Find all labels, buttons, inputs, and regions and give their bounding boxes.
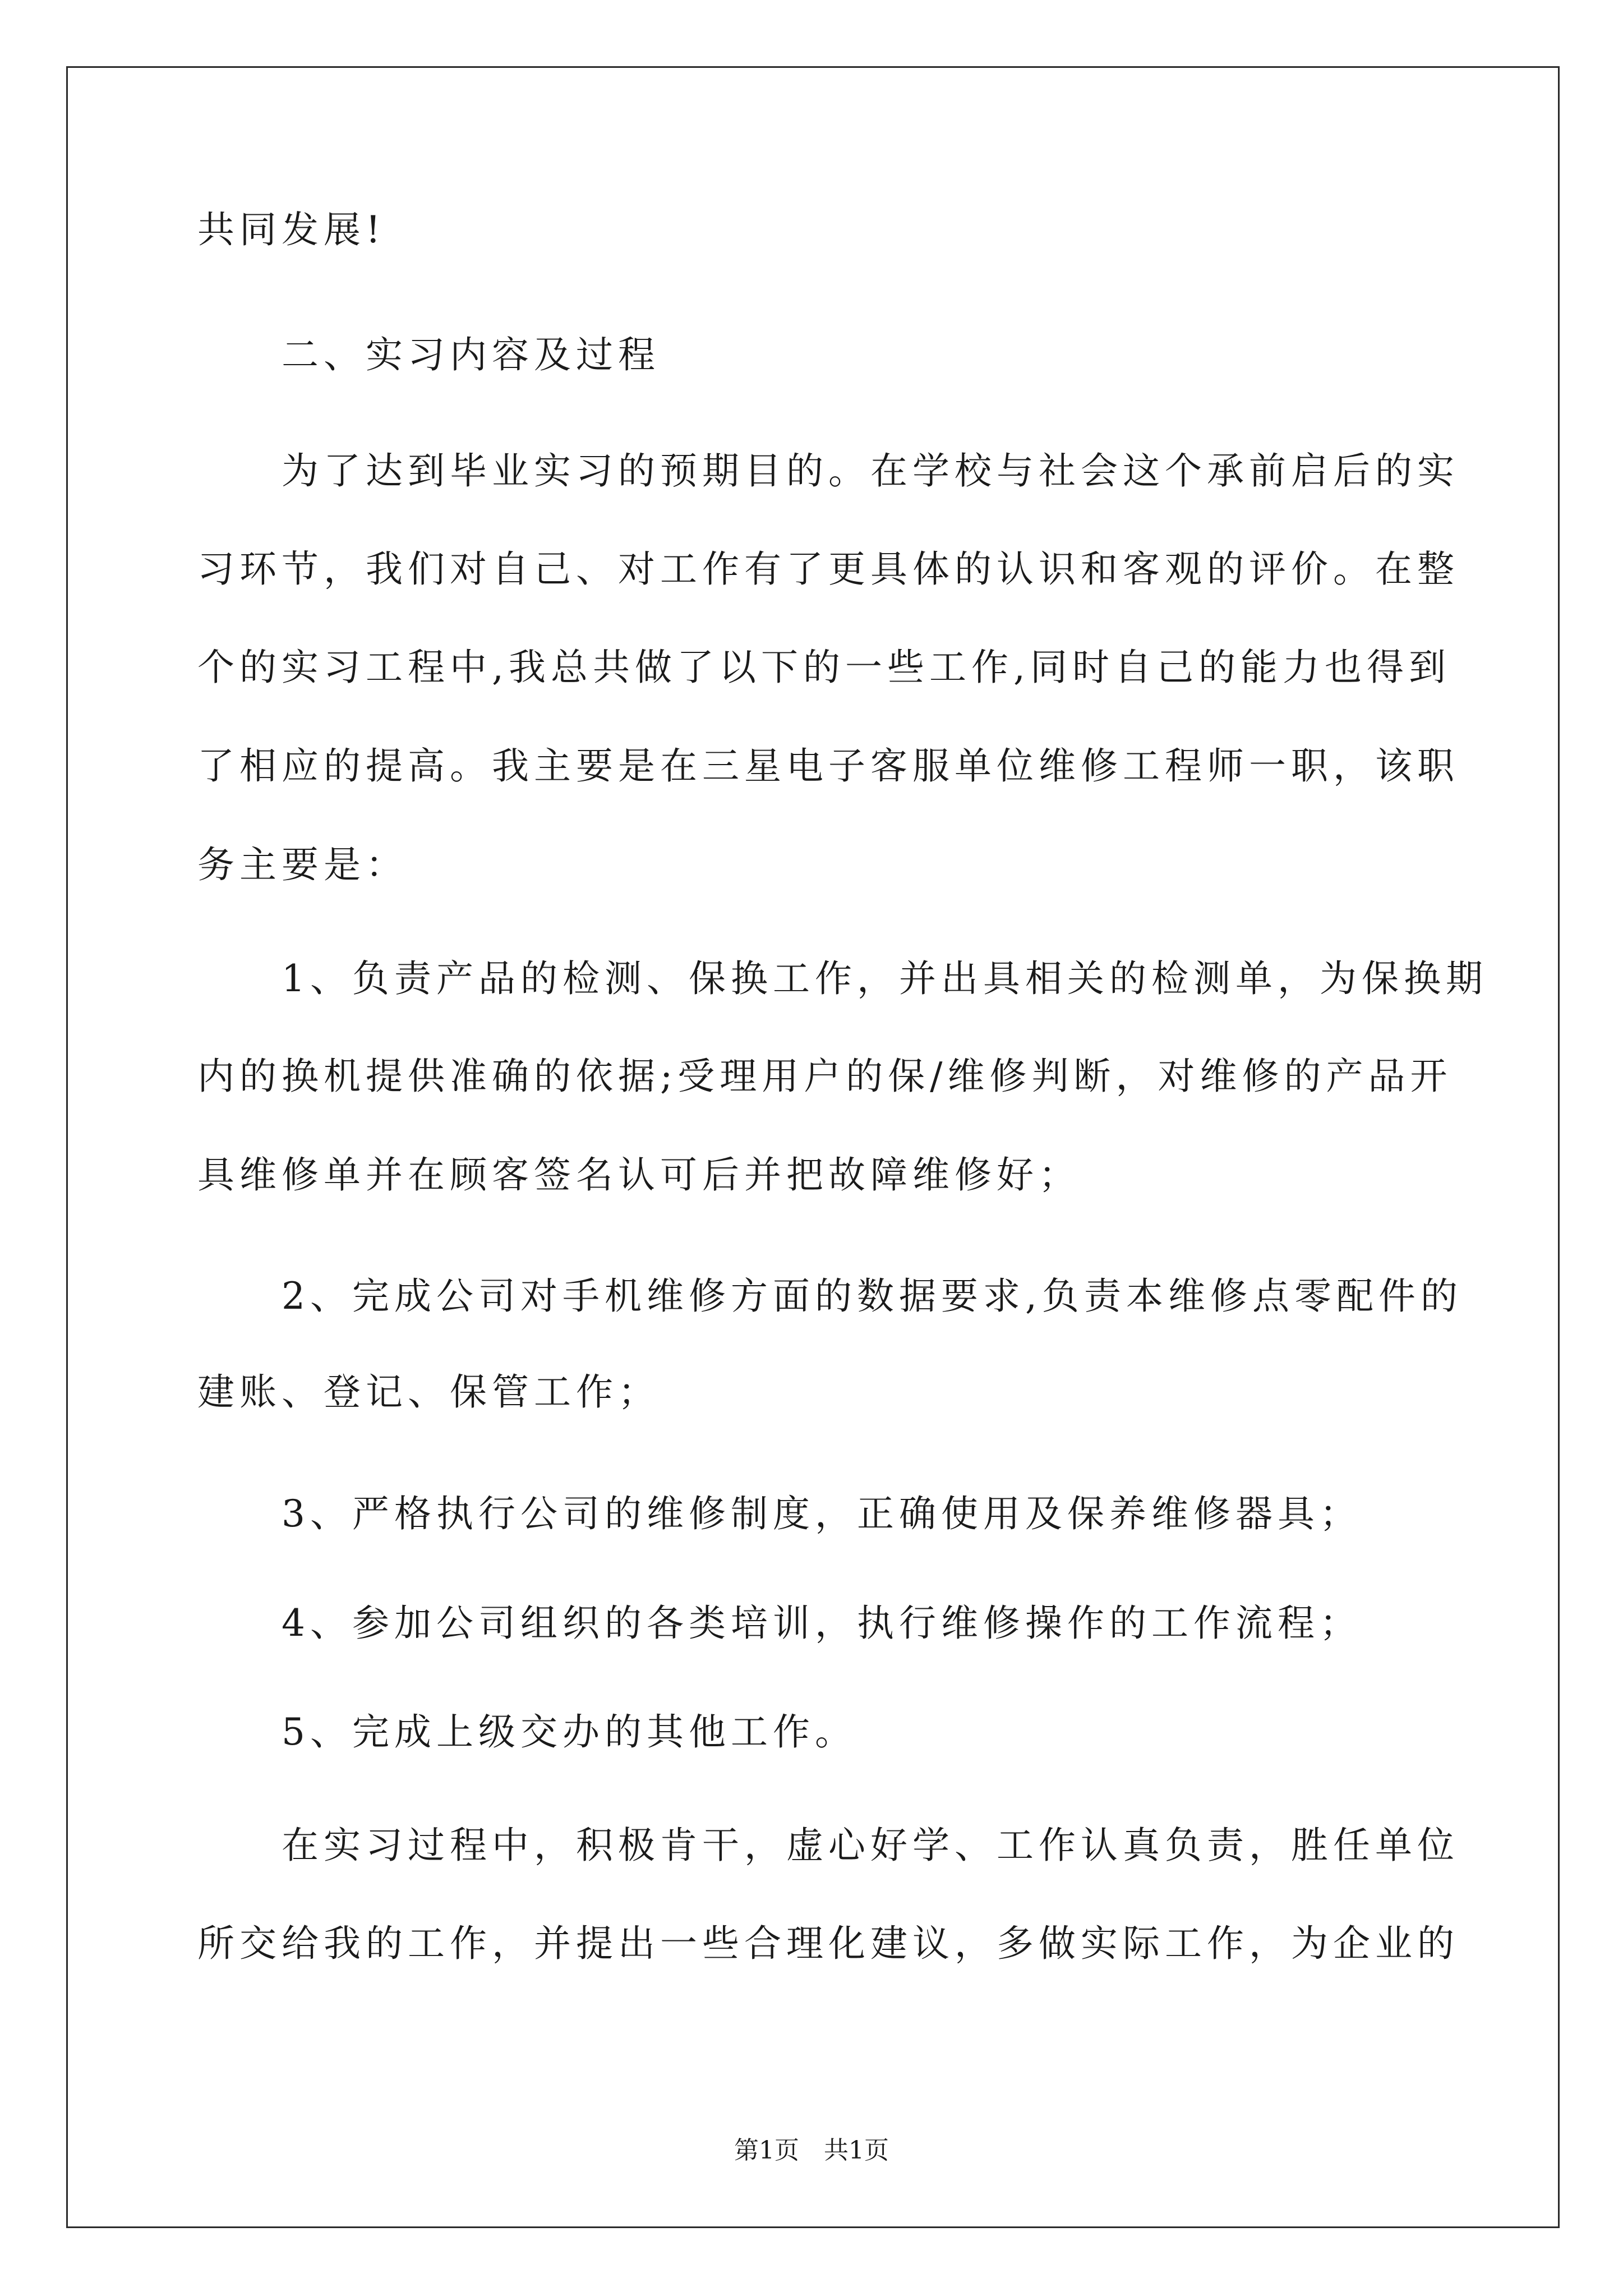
body-text-line: 了相应的提高。我主要是在三星电子客服单位维修工程师一职，该职 bbox=[197, 744, 1459, 788]
section-heading: 二、实习内容及过程 bbox=[282, 333, 660, 376]
page-border bbox=[66, 66, 1560, 2228]
list-item-4: 4、参加公司组织的各类培训，执行维修操作的工作流程； bbox=[282, 1602, 1362, 1645]
body-text-line: 个的实习工程中,我总共做了以下的一些工作,同时自己的能力也得到 bbox=[197, 646, 1451, 689]
body-text-line: 内的换机提供准确的依据;受理用户的保/维修判断，对维修的产品开 bbox=[197, 1055, 1453, 1098]
body-text-line: 所交给我的工作，并提出一些合理化建议，多做实际工作，为企业的 bbox=[197, 1922, 1459, 1965]
body-text-line: 为了达到毕业实习的预期目的。在学校与社会这个承前启后的实 bbox=[282, 449, 1459, 493]
list-item-3: 3、严格执行公司的维修制度，正确使用及保养维修器具； bbox=[282, 1492, 1362, 1535]
body-text-line: 建账、登记、保管工作； bbox=[197, 1370, 660, 1414]
body-text-line: 共同发展! bbox=[197, 208, 386, 251]
list-item-2: 2、完成公司对手机维修方面的数据要求,负责本维修点零配件的 bbox=[282, 1274, 1463, 1318]
body-text-line: 具维修单并在顾客签名认可后并把故障维修好； bbox=[197, 1153, 1081, 1197]
list-item-5: 5、完成上级交办的其他工作。 bbox=[282, 1710, 857, 1754]
body-text-line: 习环节，我们对自己、对工作有了更具体的认识和客观的评价。在整 bbox=[197, 547, 1459, 591]
body-text-line: 在实习过程中，积极肯干，虚心好学、工作认真负责，胜任单位 bbox=[282, 1824, 1459, 1867]
body-text-line: 务主要是： bbox=[197, 843, 408, 886]
page-footer: 第1页 共1页 bbox=[734, 2136, 889, 2165]
list-item-1: 1、负责产品的检测、保换工作，并出具相关的检测单，为保换期 bbox=[282, 957, 1488, 1000]
